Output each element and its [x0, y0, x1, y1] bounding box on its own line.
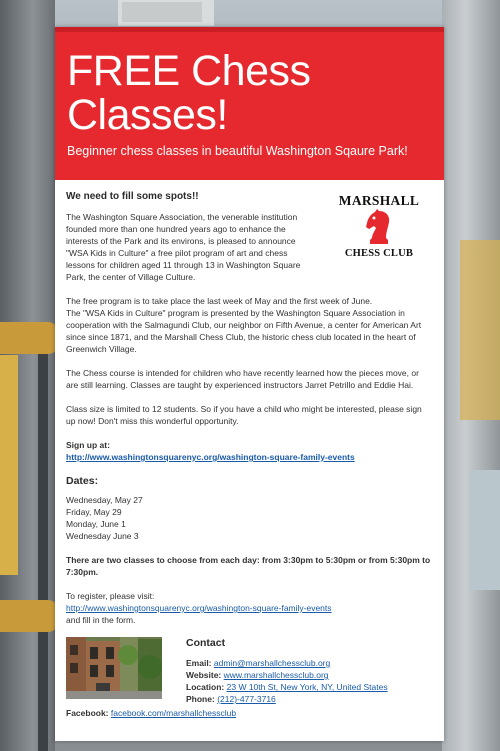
intro-paragraph: The Washington Square Association, the venerable institution founded more than one hundred years ago to enhance the interests of the Park and its environs, is pleased to announce "WSA Kids in Culture" a free pilot program of art and chess lessons for children aged 11 through 13 in Washington Square Park, the center of Village Culture.	[66, 212, 301, 282]
signup-label: Sign up at:	[66, 440, 110, 450]
facebook-label: Facebook:	[66, 708, 109, 718]
page-subtitle: Beginner chess classes in beautiful Washington Sqaure Park!	[67, 144, 408, 158]
date-item: Monday, June 1	[66, 519, 126, 529]
contact-info	[186, 637, 388, 705]
register-section	[66, 590, 433, 626]
website-link[interactable]: www.marshallchessclub.org	[223, 670, 329, 680]
location-link[interactable]: 23 W 10th St, New York, NY, United States	[226, 682, 388, 692]
logo-line1: MARSHALL	[338, 193, 420, 208]
dates-heading: Dates:	[66, 475, 99, 487]
course-paragraph: The Chess course is intended for children who have recently learned how the pieces move, or are still learning. Classes are taught by experienced instructors Jarret Petrillo and Eddie Hai.	[66, 368, 419, 390]
email-link[interactable]: admin@marshallchessclub.org	[213, 658, 331, 668]
marshall-chess-club-logo	[329, 195, 429, 283]
email-label: Email:	[186, 658, 212, 668]
register-suffix: and fill in the form.	[66, 615, 136, 625]
knight-chess-piece-icon	[362, 208, 396, 246]
location-label: Location:	[186, 682, 225, 692]
main-content	[55, 180, 444, 719]
register-link[interactable]: http://www.washingtonsquarenyc.org/washington-square-family-events	[66, 603, 332, 613]
intro-heading: We need to fill some spots!!	[66, 191, 199, 202]
phone-label: Phone:	[186, 694, 215, 704]
contact-heading: Contact	[186, 637, 226, 649]
program-dates-text: The free program is to take place the last week of May and the first week of June.	[66, 296, 373, 306]
date-item: Wednesday June 3	[66, 531, 139, 541]
page-title: FREE Chess Classes!	[67, 47, 311, 139]
facebook-line	[66, 707, 433, 719]
program-description-text: The "WSA Kids in Culture" program is presented by the Washington Square Association in cooperation with the Salmagundi Club, our neighbor on Fifth Avenue, a center for American Art since since 1871, and the Marshall Chess Club, the historic chess club located in the heart of Greenwich Village.	[66, 308, 422, 354]
contact-section	[66, 637, 433, 705]
dates-list	[66, 494, 433, 542]
hero-banner	[55, 27, 444, 180]
flyer-card	[55, 27, 444, 741]
date-item: Friday, May 29	[66, 507, 122, 517]
logo-line2: CHESS CLUB	[344, 248, 414, 259]
signup-section	[66, 439, 433, 463]
class-times-text: There are two classes to choose from each day: from 3:30pm to 5:30pm or from 5:30pm to 7:30pm.	[66, 555, 431, 577]
facebook-link[interactable]: facebook.com/marshallchessclub	[110, 708, 237, 718]
register-label: To register, please visit:	[66, 591, 155, 601]
phone-link[interactable]: (212)-477-3716	[217, 694, 276, 704]
signup-link[interactable]: http://www.washingtonsquarenyc.org/washington-square-family-events	[66, 452, 355, 462]
program-paragraph	[66, 295, 433, 355]
class-size-paragraph: Class size is limited to 12 students. So if you have a child who might be interested, please sign up now! Don't miss this wonderful opportunity.	[66, 404, 422, 426]
website-label: Website:	[186, 670, 222, 680]
building-photo	[66, 637, 162, 699]
date-item: Wednesday, May 27	[66, 495, 143, 505]
